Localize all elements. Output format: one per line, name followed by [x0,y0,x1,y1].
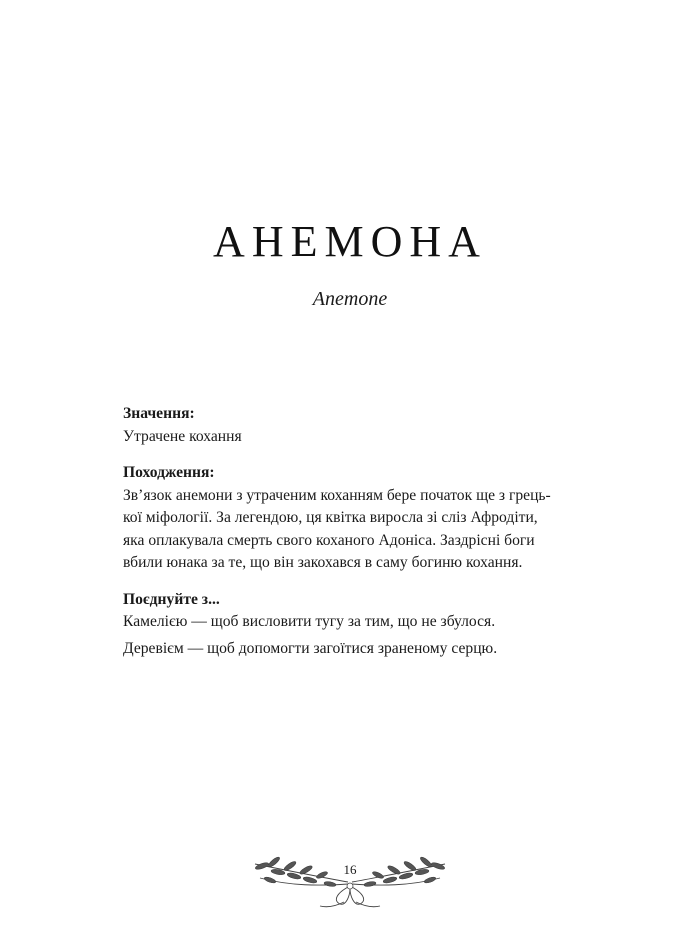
section-spacer [123,575,593,589]
origin-heading: Походження: [123,464,215,481]
origin-line: кої міфології. За легендою, ця квітка виросла зі сліз Афродіти, [123,509,538,526]
origin-text [123,485,593,575]
meaning-text: Утрачене кохання [123,427,242,445]
origin-line: яка оплакувала смерть свого коханого Адоніса. Заздрісні боги [123,531,535,549]
combine-heading: Поєднуйте з... [123,590,220,608]
flower-description [123,403,593,664]
latin-name: Anemone [312,288,388,310]
combine-item: Камелією — щоб висловити тугу за тим, що не збулося. [123,613,496,630]
combine-item: Деревієм — щоб допомогти загоїтися зраненому серцю. [123,639,498,657]
origin-line: вбили юнака за те, що він закохався в саму богиню кохання. [123,554,523,571]
section-spacer [123,448,593,462]
page-title: АНЕМОНА [213,217,487,266]
origin-line: Зв’язок анемони з утраченим коханням бере початок ще з грець- [123,486,551,504]
page-number: 16 [343,862,357,877]
meaning-heading: Значення: [123,405,195,422]
